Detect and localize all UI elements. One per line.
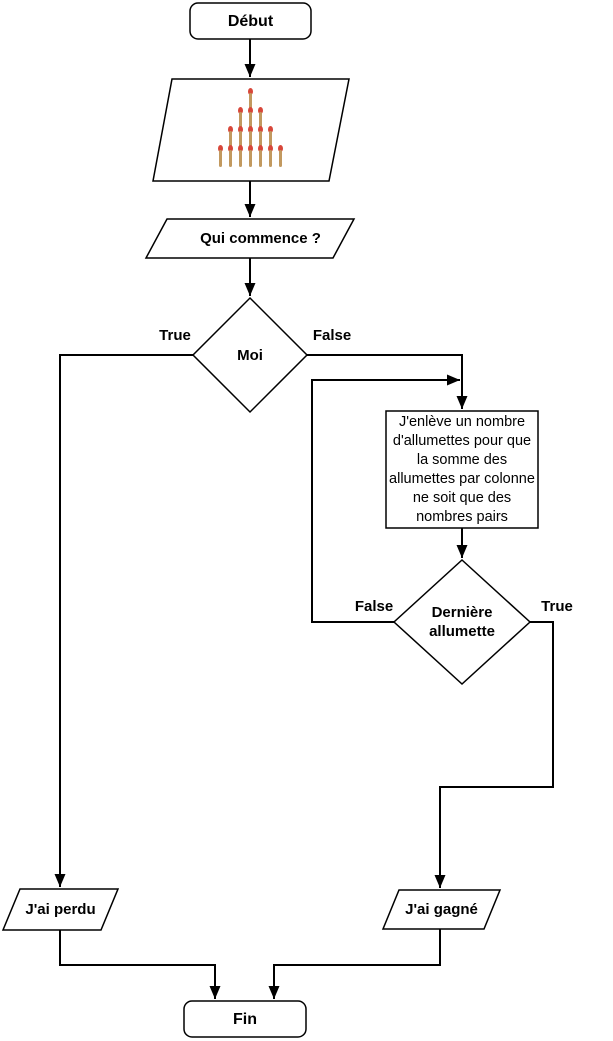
me-decision-label: Moi	[237, 346, 263, 364]
last-match-true-branch-label: True	[541, 598, 573, 615]
edge-lost-to-end	[60, 930, 215, 999]
match-icon	[268, 145, 273, 167]
me-true-branch-label: True	[159, 327, 191, 344]
remove-matches-node-label: J'enlève un nombre d'allumettes pour que la somme des allumettes par colonne ne soit que des nombres pairs	[389, 414, 535, 525]
who-starts-node-label: Qui commence ?	[200, 230, 321, 247]
me-false-branch-label: False	[312, 327, 352, 344]
match-icon	[238, 145, 243, 167]
last-match-false-branch-label: False	[354, 598, 394, 615]
edge-me-false-to-remove	[307, 355, 462, 409]
edge-won-to-end	[274, 929, 440, 999]
match-icon	[248, 145, 253, 167]
match-icon	[278, 145, 283, 167]
lost-node-label: J'ai perdu	[25, 901, 96, 918]
match-icon	[228, 145, 233, 167]
matches-icon	[215, 88, 285, 168]
last-match-decision-label: Dernière allumette	[429, 604, 495, 640]
won-node-label: J'ai gagné	[405, 901, 478, 918]
match-icon	[218, 145, 223, 167]
edge-me-true-to-lost	[60, 355, 193, 887]
match-icon	[258, 145, 263, 167]
start-node-label: Début	[227, 12, 274, 30]
end-node-label: Fin	[233, 1010, 257, 1028]
